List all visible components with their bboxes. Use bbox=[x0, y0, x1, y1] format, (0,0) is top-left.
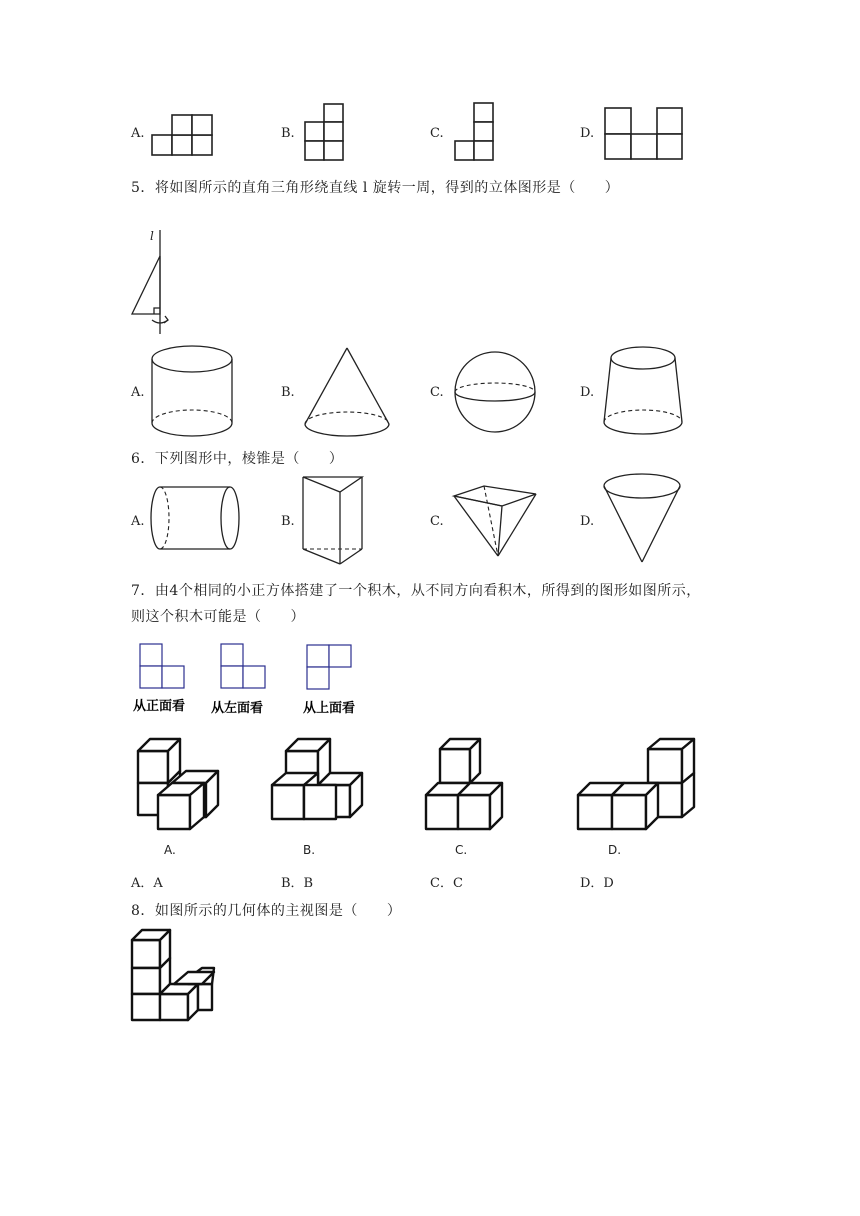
q7-answer-c: C．C bbox=[430, 876, 463, 891]
q8-question-text: 8．如图所示的几何体的主视图是（ ） bbox=[131, 903, 402, 919]
q7-front-view-figure bbox=[138, 642, 190, 692]
q4-option-d-label: D. bbox=[580, 126, 595, 141]
q4-option-b-figure bbox=[304, 104, 348, 162]
q6-pyramid-figure bbox=[450, 476, 542, 560]
q6-inverted-cone-figure bbox=[600, 470, 686, 566]
q5-triangle-figure bbox=[128, 228, 178, 338]
q7-left-view-figure bbox=[219, 642, 271, 692]
q4-option-c-label: C. bbox=[430, 126, 444, 141]
q6-horizontal-cylinder-figure bbox=[148, 484, 243, 556]
q6-triangular-prism-figure bbox=[300, 474, 366, 568]
q7-question-text-line2: 则这个积木可能是（ ） bbox=[131, 609, 305, 625]
q5-frustum-figure bbox=[598, 344, 690, 440]
q7-figure-a-caption: A. bbox=[164, 843, 176, 857]
q4-option-b-label: B. bbox=[281, 126, 295, 141]
q7-left-view-label: 从左面看 bbox=[211, 701, 264, 716]
q7-block-figure-d bbox=[574, 735, 704, 835]
q5-option-a-label: A. bbox=[131, 385, 145, 400]
q6-option-b-label: B. bbox=[281, 514, 295, 529]
q7-figure-d-caption: D. bbox=[608, 843, 622, 857]
q4-option-a-figure bbox=[152, 113, 214, 157]
q7-block-figure-b bbox=[268, 735, 368, 835]
q7-answer-a: A．A bbox=[131, 876, 163, 891]
q7-figure-c-caption: C. bbox=[455, 843, 468, 857]
q5-option-d-label: D. bbox=[580, 385, 595, 400]
q7-block-figure-c bbox=[422, 735, 512, 835]
q5-cylinder-figure bbox=[148, 343, 238, 441]
q7-front-view-label: 从正面看 bbox=[133, 699, 186, 714]
q7-figure-b-caption: B. bbox=[303, 843, 316, 857]
q4-option-d-figure bbox=[603, 106, 685, 162]
q5-option-c-label: C. bbox=[430, 385, 444, 400]
q8-geometry-figure bbox=[128, 926, 220, 1024]
q7-answer-d: D．D bbox=[580, 876, 614, 891]
q7-top-view-figure bbox=[305, 643, 357, 693]
q6-option-c-label: C. bbox=[430, 514, 444, 529]
q5-question-text: 5．将如图所示的直角三角形绕直线 l 旋转一周，得到的立体图形是（ ） bbox=[131, 180, 620, 196]
q5-option-b-label: B. bbox=[281, 385, 295, 400]
q5-axis-label: l bbox=[150, 229, 154, 243]
q4-option-a-label: A. bbox=[131, 126, 145, 141]
q7-block-figure-a bbox=[130, 735, 225, 835]
q7-answer-b: B．B bbox=[281, 876, 314, 891]
q5-cone-figure bbox=[300, 344, 395, 440]
q6-question-text: 6．下列图形中，棱锥是（ ） bbox=[131, 451, 344, 467]
q7-question-text-line1: 7．由4个相同的小正方体搭建了一个积木，从不同方向看积木，所得到的图形如图所示， bbox=[131, 583, 701, 599]
q7-top-view-label: 从上面看 bbox=[303, 701, 356, 716]
q4-option-c-figure bbox=[453, 102, 497, 162]
q6-option-a-label: A. bbox=[131, 514, 145, 529]
q5-sphere-figure bbox=[452, 350, 542, 436]
q6-option-d-label: D. bbox=[580, 514, 595, 529]
